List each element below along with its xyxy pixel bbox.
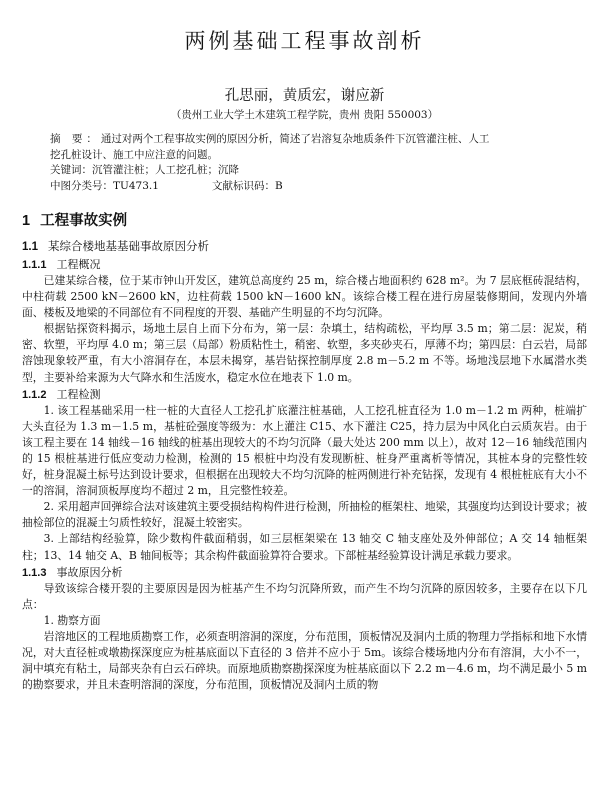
subheading-survey: 1. 勘察方面 <box>43 613 101 627</box>
section-1-1-title: 某综合楼地基基础事故原因分析 <box>48 239 209 253</box>
classification-number: 中图分类号：TU473.1 <box>50 179 159 192</box>
section-1-1-1-number: 1.1.1 <box>22 259 47 271</box>
paper-authors: 孔思丽，黄质宏，谢应新 <box>224 88 385 104</box>
section-1-1-2-title: 工程检测 <box>56 387 101 401</box>
section-1-heading <box>22 211 587 231</box>
section-1-1-number: 1.1 <box>22 241 38 253</box>
paragraph-overview-2: 根据钻探资料揭示，场地土层自上而下分布为，第一层：杂填土，结构疏松，平均厚 3.5 m；第二层：泥炭，稍密、软塑，平均厚 4.0 m；第三层（局部）粉质粘性土，稍密、软塑，多夹砂夹石，厚薄不均；第四层：白云岩，局部溶蚀现象较严重，有大小溶洞存在，本层未揭穿，基岩钻探控制厚度 2.8 m－5.2 m 不等。场地浅层地下水属潜水类型，主要补给来源为大气降水和生活废水，稳定水位在地表下 1.0 m。 <box>22 322 587 384</box>
paragraph-cause-intro: 导致该综合楼开裂的主要原因是因为桩基产生不均匀沉降所致，而产生不均匀沉降的原因较多，主要存在以下几点： <box>22 581 587 611</box>
section-1-1-2-number: 1.1.2 <box>22 388 47 401</box>
section-1-1-1-heading <box>22 257 587 273</box>
paragraph-overview-1: 已建某综合楼，位于某市钟山开发区，建筑总高度约 25 m，综合楼占地面积约 628 m²。为 7 层底框砖混结构，中柱荷载 2500 kN－2600 kN，边柱荷载 1500 kN－1600 kN。该综合楼工程在进行房屋装修期间，发现内外墙面、楼板及地梁的不同部位有不同程度的开裂、基础产生明显的不均匀沉降。 <box>22 274 587 320</box>
section-1-1-1-title: 工程概况 <box>56 258 101 271</box>
paper-title: 两例基础工程事故剖析 <box>184 29 425 53</box>
paragraph-survey: 岩溶地区的工程地质勘察工作，必须查明溶洞的深度，分布范围，顶板情况及洞内土质的物理力学指标和地下水情况，对大直径桩或墩勘探深度应为桩基底面以下直径的 3 倍并不应小于 5m。该综合楼场地内分布有溶洞，大小不一，洞中填充有粘土，局部夹杂有白云石碎块。而原地质勘察勘探深度为桩基底面以下 2.2 m－4.6 m，均不满足最小 5 m 的勘察要求，并且未查明溶洞的深度，分布范围，顶板情况及洞内土质的物 <box>22 629 587 692</box>
section-1-1-3-title: 事故原因分析 <box>56 565 123 579</box>
document-code: 文献标识码：B <box>212 179 283 192</box>
section-1-1-3-heading <box>22 565 587 581</box>
paragraph-inspection-3: 3. 上部结构经验算，除少数构件截面稍弱，如三层框架梁在 13 轴交 C 轴支座处及外伸部位；A 交 14 轴框架柱；13、14 轴交 A、B 轴间板等；其余构件截面验算符合要求。下部桩基经验算设计满足承载力要求。 <box>22 532 587 562</box>
keywords: 关键词：沉管灌注桩；人工挖孔桩；沉降 <box>50 164 239 176</box>
paper-affiliation: （贵州工业大学土木建筑工程学院，贵州 贵阳 550003） <box>170 109 439 121</box>
abstract-line-1 <box>50 132 559 148</box>
section-1-number: 1 <box>22 213 31 229</box>
paragraph-inspection-1: 1. 该工程基础采用一柱一桩的大直径人工挖孔扩底灌注桩基础，人工挖孔桩直径为 1.0 m－1.2 m 两种，桩端扩大头直径为 1.3 m－1.5 m，基桩砼强度等级为：水上灌注 C15、水下灌注 C25，持力层为中风化白云质灰岩。由于该工程主要在 14 轴线－16 轴线的桩基出现较大的不均匀沉降（最大处达 200 mm 以上），故对 12－16 轴线范围内的 15 根桩基进行低应变动力检测，检测的 15 根桩中均没有发现断桩、桩身严重离析等情况，其桩本身的完整性较好，桩身混凝土标号达到设计要求，但根据在出现较大不均匀沉降的桩两侧进行补充钻探，发现有 4 根桩桩底有大小不一的溶洞，溶洞顶板厚度均不超过 2 m，且完整性较差。 <box>22 403 587 498</box>
abstract-label: 摘 要： <box>50 133 101 145</box>
section-1-1-2-heading <box>22 387 587 403</box>
classification-line <box>50 179 559 195</box>
section-1-1-heading <box>22 238 587 256</box>
paragraph-inspection-2: 2. 采用超声回弹综合法对该建筑主要受损结构构件进行检测，所抽检的框架柱、地梁，其强度均达到设计要求；被抽检部位的混凝土匀质性较好，混凝土较密实。 <box>22 500 587 530</box>
abstract-block <box>50 132 559 194</box>
abstract-line-2: 挖孔桩设计、施工中应注意的问题。 <box>50 148 218 161</box>
section-1-title: 工程事故实例 <box>40 212 128 229</box>
section-1-1-3-number: 1.1.3 <box>22 566 47 579</box>
abstract-text: 通过对两个工程事故实例的原因分析，简述了岩溶复杂地质条件下沉管灌注桩、人工 <box>100 133 490 145</box>
